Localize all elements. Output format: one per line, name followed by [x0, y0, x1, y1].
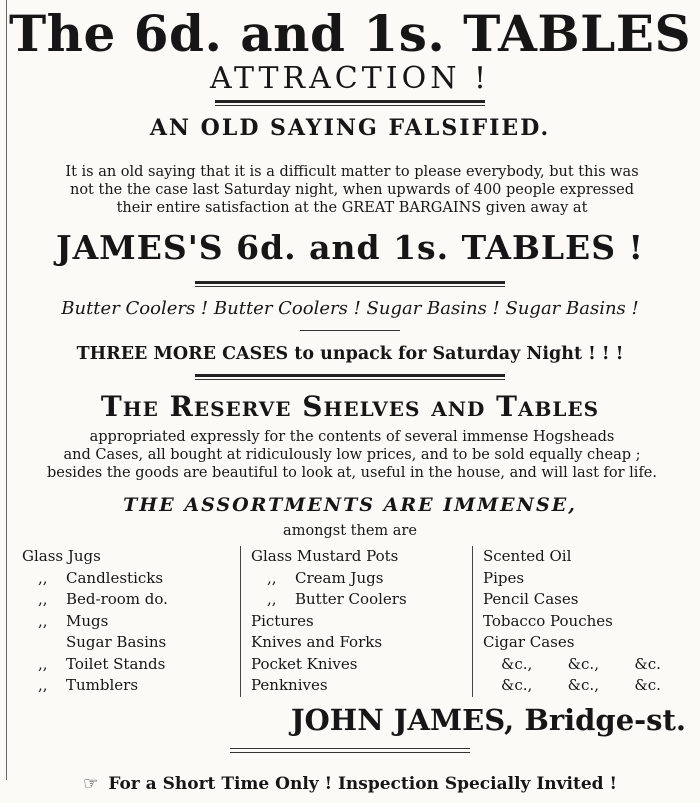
divider — [195, 286, 505, 287]
divider — [230, 752, 470, 753]
assortments-heading: THE ASSORTMENTS ARE IMMENSE, — [123, 494, 577, 516]
divider — [300, 330, 400, 331]
list-item: Sugar Basins — [66, 633, 167, 651]
list-item: ,, Bed-room do. — [38, 590, 168, 608]
subhead: ATTRACTION ! — [209, 61, 491, 96]
list-item: Pocket Knives — [251, 654, 358, 673]
list-item: Cigar Cases — [483, 633, 575, 651]
list-item: Glass Mustard Pots — [251, 547, 399, 565]
saying-heading: AN OLD SAYING FALSIFIED. — [149, 115, 551, 141]
list-item: Pipes — [483, 568, 525, 587]
signature: JOHN JAMES, Bridge-st. — [290, 703, 686, 737]
reserve-line: appropriated expressly for the contents of several immense Hogsheads — [89, 429, 615, 445]
pointing-hand-icon: ☞ — [83, 774, 99, 794]
reserve-line: besides the goods are beautiful to look at, useful in the house, and will last for life. — [47, 465, 657, 481]
intro-line: It is an old saying that it is a difficult matter to please everybody, but this was — [65, 164, 639, 180]
divider — [195, 379, 505, 380]
divider — [195, 374, 505, 377]
divider — [215, 100, 485, 103]
headline: The 6d. and 1s. TABLES — [8, 4, 692, 63]
list-item: ,, Toilet Stands — [38, 654, 166, 673]
list-item: ,, Candlesticks — [38, 568, 164, 587]
etc-row: &c., &c., &c. — [501, 654, 661, 673]
goods-column-3 — [472, 546, 700, 697]
goods-column-2 — [240, 546, 475, 697]
etc-row: &c., &c., &c. — [501, 676, 661, 694]
divider — [230, 748, 470, 749]
list-item: Penknives — [251, 676, 328, 694]
list-item: Glass Jugs — [22, 547, 101, 565]
list-item: Scented Oil — [483, 547, 572, 565]
list-item: ,, Tumblers — [38, 676, 139, 694]
intro-line: not the the case last Saturday night, when upwards of 400 people expressed — [69, 182, 635, 198]
list-item: Pictures — [251, 611, 314, 630]
list-item: Pencil Cases — [483, 590, 579, 608]
reserve-headline: The Reserve Shelves and Tables — [100, 390, 600, 423]
divider — [215, 105, 485, 106]
divider — [195, 281, 505, 284]
tables-headline: JAMES'S 6d. and 1s. TABLES ! — [55, 228, 645, 267]
list-item: ,, Mugs — [38, 611, 109, 630]
list-item: Knives and Forks — [251, 633, 383, 651]
list-item: ,, Butter Coolers — [267, 590, 407, 608]
footer-text: For a Short Time Only ! Inspection Specially Invited ! — [108, 774, 617, 794]
intro-paragraph — [10, 163, 694, 217]
butter-line: Butter Coolers ! Butter Coolers ! Sugar Basins ! Sugar Basins ! — [61, 298, 639, 319]
cases-line: THREE MORE CASES to unpack for Saturday Night ! ! ! — [76, 344, 624, 364]
goods-column-1 — [22, 546, 230, 697]
list-item: Tobacco Pouches — [483, 611, 613, 630]
reserve-paragraph — [10, 428, 694, 482]
amongst-line: amongst them are — [283, 523, 417, 539]
reserve-line: and Cases, all bought at ridiculously low prices, and to be sold equally cheap ; — [63, 447, 641, 463]
list-item: ,, Cream Jugs — [267, 568, 384, 587]
footer-line — [0, 772, 700, 796]
intro-line: their entire satisfaction at the GREAT BARGAINS given away at — [116, 200, 588, 216]
